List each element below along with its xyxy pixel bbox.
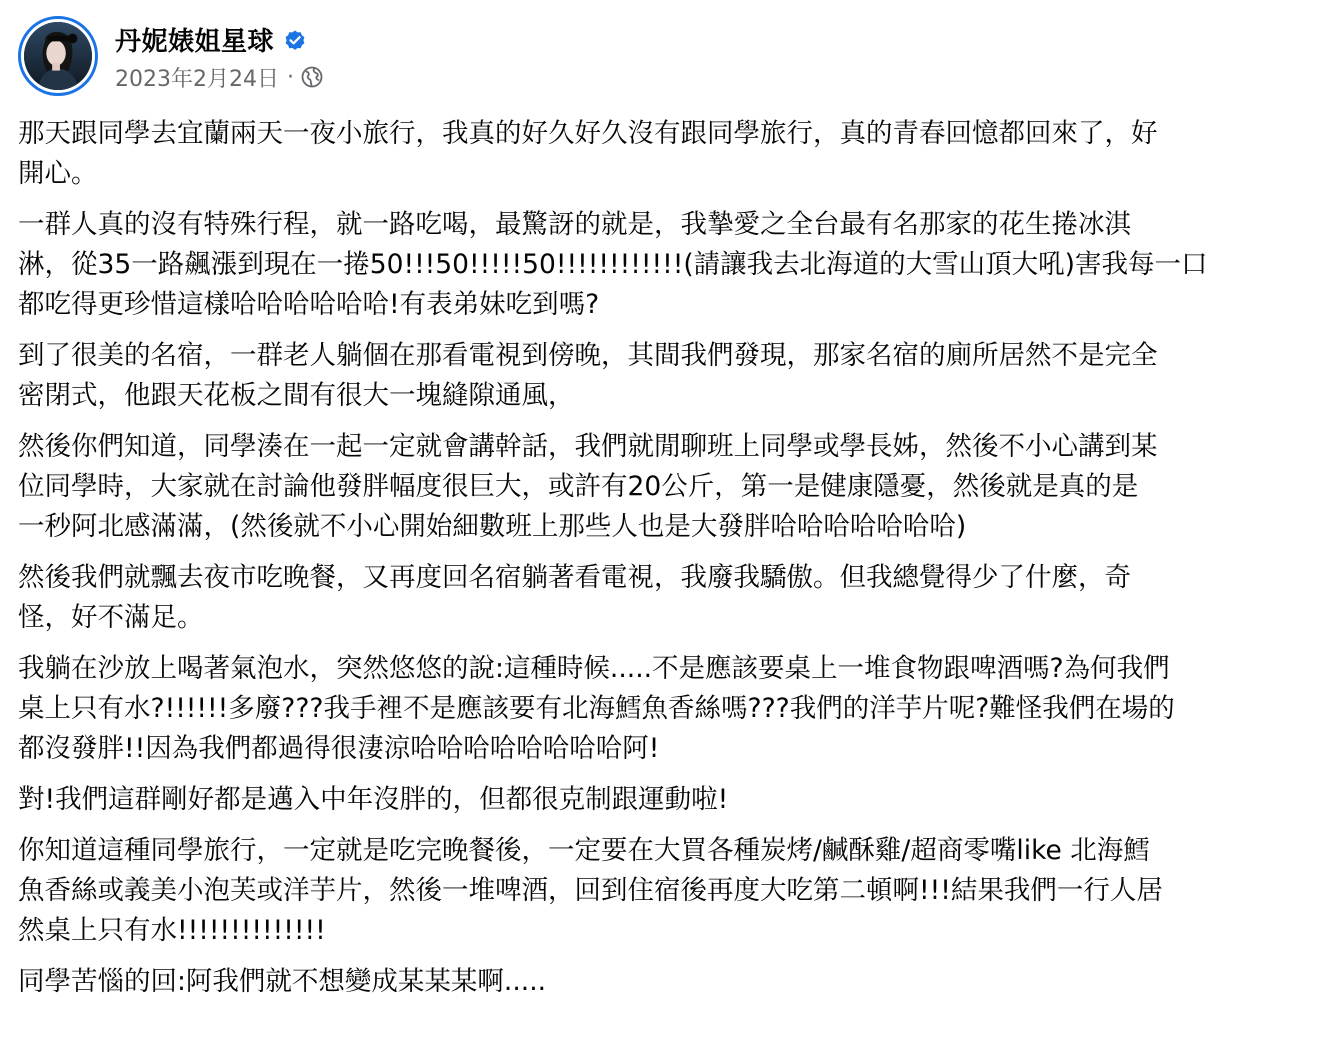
post-paragraph: 我躺在沙放上喝著氣泡水，突然悠悠的說:這種時候.....不是應該要桌上一堆食物跟啤酒嗎?為何我們 桌上只有水?!!!!!!多廢???我手裡不是應該要有北海鱈魚香絲嗎???我們的洋芋片呢?難怪我們在場的 都沒發胖!!因為我們都過得很淒涼哈哈哈哈哈哈哈哈阿!: [18, 653, 1175, 764]
post-header: [18, 14, 1342, 98]
post-body: [18, 114, 1318, 1002]
verified-badge-icon: [283, 28, 307, 52]
date-row: [115, 62, 323, 93]
post-meta: [115, 20, 323, 93]
post-paragraph: 那天跟同學去宜蘭兩天一夜小旅行，我真的好久好久沒有跟同學旅行，真的青春回憶都回來了，好 開心。: [18, 118, 1158, 189]
post-paragraph: 一群人真的沒有特殊行程，就一路吃喝，最驚訝的就是，我摯愛之全台最有名那家的花生捲冰淇 淋，從35一路飆漲到現在一捲50!!!50!!!!!50!!!!!!!!!!!!(請讓我去北海道的大雪山頂大吼)害我每一口 都吃得更珍惜這樣哈哈哈哈哈哈!有表弟妹吃到嗎?: [18, 209, 1208, 320]
separator-dot: ·: [286, 64, 294, 90]
page-name-link[interactable]: 丹妮婊姐星球: [115, 27, 275, 57]
name-row: [115, 20, 323, 60]
avatar-photo: [24, 22, 92, 90]
post-paragraph: 然後我們就飄去夜市吃晚餐，又再度回名宿躺著看電視，我廢我驕傲。但我總覺得少了什麼，奇 怪，好不滿足。: [18, 562, 1131, 633]
post-paragraph: 對!我們這群剛好都是邁入中年沒胖的，但都很克制跟運動啦!: [18, 784, 729, 815]
post-date-link[interactable]: 2023年2月24日: [115, 66, 279, 92]
post-paragraph: 同學苦惱的回:阿我們就不想變成某某某啊.....: [18, 966, 547, 997]
avatar-image: [24, 22, 92, 90]
post-paragraph: 你知道這種同學旅行，一定就是吃完晚餐後，一定要在大買各種炭烤/鹹酥雞/超商零嘴like 北海鱈 魚香絲或義美小泡芙或洋芋片，然後一堆啤酒，回到住宿後再度大吃第二頓啊!!!結果我們一行人居 然桌上只有水!!!!!!!!!!!!!!: [18, 835, 1163, 946]
post-paragraph: 到了很美的名宿，一群老人躺個在那看電視到傍晚，其間我們發現，那家名宿的廁所居然不是完全 密閉式，他跟天花板之間有很大一塊縫隙通風，: [18, 340, 1158, 411]
page-avatar[interactable]: [18, 16, 98, 96]
globe-icon[interactable]: [301, 66, 323, 88]
post-paragraph: 然後你們知道，同學湊在一起一定就會講幹話，我們就閒聊班上同學或學長姊，然後不小心講到某 位同學時，大家就在討論他發胖幅度很巨大，或許有20公斤，第一是健康隱憂，然後就是真的是 一秒阿北感滿滿，(然後就不小心開始細數班上那些人也是大發胖哈哈哈哈哈哈哈): [18, 431, 1158, 542]
